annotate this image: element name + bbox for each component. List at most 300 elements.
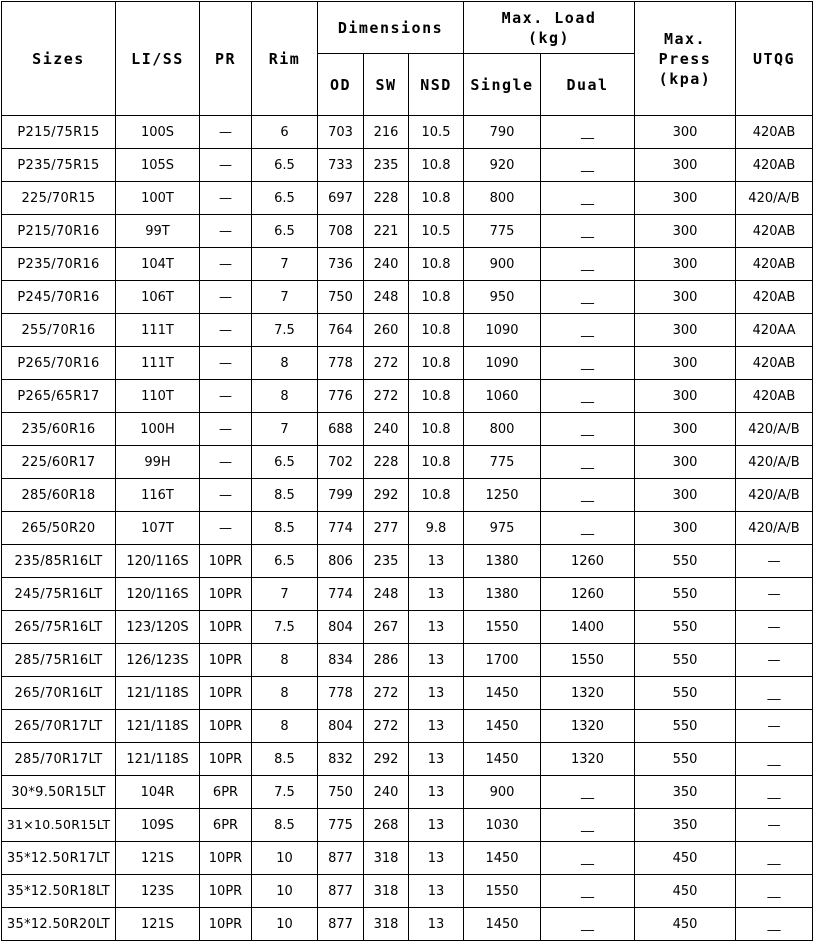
- cell-size: 30*9.50R15LT: [2, 776, 116, 809]
- cell-rim: 8.5: [252, 479, 318, 512]
- cell-press: 550: [635, 545, 736, 578]
- cell-size: 235/85R16LT: [2, 545, 116, 578]
- cell-dual: __: [541, 314, 635, 347]
- cell-od: 733: [318, 149, 364, 182]
- table-row: [2, 446, 813, 479]
- table-row: [2, 908, 813, 941]
- dimensions-header: Dimensions: [318, 2, 464, 54]
- cell-li: 100T: [116, 182, 200, 215]
- cell-li: 99T: [116, 215, 200, 248]
- cell-pr: —: [200, 116, 252, 149]
- cell-press: 300: [635, 347, 736, 380]
- cell-press: 300: [635, 380, 736, 413]
- cell-size: P245/70R16: [2, 281, 116, 314]
- cell-utqg: 420/A/B: [736, 446, 813, 479]
- cell-press: 550: [635, 644, 736, 677]
- cell-nsd: 13: [409, 875, 464, 908]
- cell-sw: 318: [364, 908, 409, 941]
- cell-utqg: 420/A/B: [736, 413, 813, 446]
- li-ss-header: LI/SS: [116, 2, 200, 116]
- cell-utqg: __: [736, 875, 813, 908]
- cell-dual: __: [541, 446, 635, 479]
- table-row: [2, 677, 813, 710]
- table-row: [2, 644, 813, 677]
- cell-li: 110T: [116, 380, 200, 413]
- cell-sw: 228: [364, 182, 409, 215]
- table-row: [2, 578, 813, 611]
- cell-od: 877: [318, 908, 364, 941]
- nsd-header: NSD: [409, 54, 464, 116]
- cell-od: 877: [318, 875, 364, 908]
- cell-press: 300: [635, 248, 736, 281]
- cell-sw: 292: [364, 743, 409, 776]
- cell-pr: 10PR: [200, 875, 252, 908]
- cell-sw: 235: [364, 545, 409, 578]
- cell-dual: __: [541, 116, 635, 149]
- cell-utqg: 420AB: [736, 116, 813, 149]
- cell-nsd: 10.5: [409, 116, 464, 149]
- cell-utqg: 420/A/B: [736, 182, 813, 215]
- cell-li: 123S: [116, 875, 200, 908]
- cell-utqg: 420AB: [736, 347, 813, 380]
- cell-li: 111T: [116, 314, 200, 347]
- cell-dual: 1550: [541, 644, 635, 677]
- cell-od: 750: [318, 281, 364, 314]
- cell-dual: 1400: [541, 611, 635, 644]
- cell-li: 120/116S: [116, 545, 200, 578]
- cell-utqg: 420AB: [736, 215, 813, 248]
- cell-single: 920: [464, 149, 541, 182]
- cell-press: 300: [635, 116, 736, 149]
- cell-li: 100S: [116, 116, 200, 149]
- cell-press: 450: [635, 875, 736, 908]
- dual-header: Dual: [541, 54, 635, 116]
- table-row: [2, 314, 813, 347]
- table-row: [2, 116, 813, 149]
- cell-pr: —: [200, 248, 252, 281]
- cell-li: 116T: [116, 479, 200, 512]
- cell-size: P235/70R16: [2, 248, 116, 281]
- cell-pr: —: [200, 182, 252, 215]
- cell-dual: 1260: [541, 545, 635, 578]
- cell-size: 285/75R16LT: [2, 644, 116, 677]
- single-header: Single: [464, 54, 541, 116]
- cell-utqg: 420AB: [736, 281, 813, 314]
- cell-nsd: 10.8: [409, 446, 464, 479]
- cell-single: 790: [464, 116, 541, 149]
- cell-single: 775: [464, 215, 541, 248]
- cell-dual: __: [541, 281, 635, 314]
- cell-od: 702: [318, 446, 364, 479]
- cell-pr: 6PR: [200, 776, 252, 809]
- cell-utqg: 420AB: [736, 149, 813, 182]
- cell-nsd: 13: [409, 545, 464, 578]
- cell-pr: 6PR: [200, 809, 252, 842]
- cell-utqg: 420/A/B: [736, 512, 813, 545]
- cell-size: 285/70R17LT: [2, 743, 116, 776]
- sizes-header: Sizes: [2, 2, 116, 116]
- cell-size: P265/65R17: [2, 380, 116, 413]
- cell-dual: __: [541, 248, 635, 281]
- cell-sw: 240: [364, 248, 409, 281]
- cell-single: 1380: [464, 578, 541, 611]
- cell-utqg: 420/A/B: [736, 479, 813, 512]
- cell-dual: __: [541, 875, 635, 908]
- cell-od: 806: [318, 545, 364, 578]
- cell-dual: 1320: [541, 710, 635, 743]
- tire-spec-table: [1, 1, 813, 941]
- cell-nsd: 13: [409, 842, 464, 875]
- cell-size: 31×10.50R15LT: [2, 809, 116, 842]
- cell-utqg: —: [736, 545, 813, 578]
- cell-size: 225/70R15: [2, 182, 116, 215]
- cell-pr: 10PR: [200, 743, 252, 776]
- cell-single: 1450: [464, 908, 541, 941]
- cell-rim: 8: [252, 380, 318, 413]
- cell-dual: __: [541, 842, 635, 875]
- cell-rim: 6: [252, 116, 318, 149]
- table-row: [2, 248, 813, 281]
- cell-nsd: 10.8: [409, 347, 464, 380]
- cell-rim: 8.5: [252, 809, 318, 842]
- cell-nsd: 10.8: [409, 281, 464, 314]
- cell-od: 799: [318, 479, 364, 512]
- cell-pr: —: [200, 479, 252, 512]
- cell-utqg: __: [736, 776, 813, 809]
- cell-pr: —: [200, 149, 252, 182]
- cell-rim: 6.5: [252, 149, 318, 182]
- cell-size: P215/75R15: [2, 116, 116, 149]
- table-row: [2, 842, 813, 875]
- cell-nsd: 10.8: [409, 149, 464, 182]
- cell-dual: __: [541, 413, 635, 446]
- cell-rim: 6.5: [252, 215, 318, 248]
- cell-li: 121/118S: [116, 743, 200, 776]
- cell-pr: —: [200, 380, 252, 413]
- cell-pr: —: [200, 347, 252, 380]
- table-row: [2, 347, 813, 380]
- cell-nsd: 9.8: [409, 512, 464, 545]
- cell-rim: 10: [252, 842, 318, 875]
- cell-utqg: —: [736, 611, 813, 644]
- cell-nsd: 10.8: [409, 248, 464, 281]
- table-row: [2, 479, 813, 512]
- cell-li: 107T: [116, 512, 200, 545]
- cell-sw: 248: [364, 578, 409, 611]
- cell-od: 834: [318, 644, 364, 677]
- cell-sw: 235: [364, 149, 409, 182]
- cell-od: 778: [318, 677, 364, 710]
- cell-li: 121/118S: [116, 677, 200, 710]
- table-row: [2, 149, 813, 182]
- cell-size: 225/60R17: [2, 446, 116, 479]
- cell-sw: 272: [364, 677, 409, 710]
- cell-size: P265/70R16: [2, 347, 116, 380]
- cell-dual: 1320: [541, 677, 635, 710]
- cell-od: 832: [318, 743, 364, 776]
- cell-pr: —: [200, 413, 252, 446]
- cell-sw: 272: [364, 710, 409, 743]
- cell-pr: —: [200, 281, 252, 314]
- cell-sw: 216: [364, 116, 409, 149]
- cell-pr: —: [200, 314, 252, 347]
- cell-press: 550: [635, 710, 736, 743]
- cell-dual: __: [541, 512, 635, 545]
- cell-utqg: —: [736, 644, 813, 677]
- cell-li: 111T: [116, 347, 200, 380]
- cell-press: 300: [635, 314, 736, 347]
- cell-press: 550: [635, 578, 736, 611]
- cell-rim: 7: [252, 413, 318, 446]
- cell-nsd: 13: [409, 677, 464, 710]
- cell-utqg: —: [736, 809, 813, 842]
- cell-single: 1450: [464, 677, 541, 710]
- max-load-header: Max. Load (kg): [464, 2, 635, 54]
- cell-nsd: 13: [409, 578, 464, 611]
- rim-header: Rim: [252, 2, 318, 116]
- cell-utqg: __: [736, 677, 813, 710]
- table-row: [2, 743, 813, 776]
- cell-press: 550: [635, 743, 736, 776]
- cell-rim: 8: [252, 677, 318, 710]
- cell-size: 265/75R16LT: [2, 611, 116, 644]
- cell-nsd: 10.5: [409, 215, 464, 248]
- cell-od: 697: [318, 182, 364, 215]
- cell-nsd: 10.8: [409, 479, 464, 512]
- cell-utqg: __: [736, 908, 813, 941]
- table-row: [2, 710, 813, 743]
- cell-single: 1380: [464, 545, 541, 578]
- cell-dual: __: [541, 908, 635, 941]
- cell-li: 99H: [116, 446, 200, 479]
- cell-rim: 7: [252, 578, 318, 611]
- cell-single: 1550: [464, 611, 541, 644]
- cell-od: 775: [318, 809, 364, 842]
- od-header: OD: [318, 54, 364, 116]
- cell-dual: __: [541, 809, 635, 842]
- header-row-1: [2, 2, 813, 54]
- cell-utqg: —: [736, 578, 813, 611]
- cell-od: 804: [318, 710, 364, 743]
- cell-press: 300: [635, 182, 736, 215]
- cell-single: 1450: [464, 842, 541, 875]
- cell-dual: 1260: [541, 578, 635, 611]
- cell-od: 708: [318, 215, 364, 248]
- cell-sw: 272: [364, 347, 409, 380]
- cell-li: 109S: [116, 809, 200, 842]
- cell-od: 776: [318, 380, 364, 413]
- table-row: [2, 380, 813, 413]
- cell-utqg: 420AA: [736, 314, 813, 347]
- cell-size: 245/75R16LT: [2, 578, 116, 611]
- cell-od: 736: [318, 248, 364, 281]
- cell-single: 800: [464, 182, 541, 215]
- cell-single: 1090: [464, 347, 541, 380]
- cell-od: 804: [318, 611, 364, 644]
- cell-single: 975: [464, 512, 541, 545]
- cell-single: 1450: [464, 743, 541, 776]
- cell-size: 235/60R16: [2, 413, 116, 446]
- cell-pr: 10PR: [200, 677, 252, 710]
- cell-nsd: 13: [409, 908, 464, 941]
- cell-rim: 6.5: [252, 545, 318, 578]
- cell-li: 105S: [116, 149, 200, 182]
- pr-header: PR: [200, 2, 252, 116]
- cell-sw: 240: [364, 776, 409, 809]
- cell-rim: 7.5: [252, 776, 318, 809]
- cell-pr: 10PR: [200, 545, 252, 578]
- cell-single: 1060: [464, 380, 541, 413]
- cell-rim: 10: [252, 875, 318, 908]
- table-row: [2, 809, 813, 842]
- table-row: [2, 776, 813, 809]
- cell-single: 1250: [464, 479, 541, 512]
- max-press-header: Max. Press (kpa): [635, 2, 736, 116]
- utqg-header: UTQG: [736, 2, 813, 116]
- cell-press: 300: [635, 281, 736, 314]
- cell-pr: 10PR: [200, 908, 252, 941]
- cell-sw: 277: [364, 512, 409, 545]
- cell-sw: 248: [364, 281, 409, 314]
- cell-size: 35*12.50R18LT: [2, 875, 116, 908]
- cell-nsd: 10.8: [409, 413, 464, 446]
- cell-pr: 10PR: [200, 710, 252, 743]
- cell-od: 703: [318, 116, 364, 149]
- cell-pr: 10PR: [200, 842, 252, 875]
- cell-size: P215/70R16: [2, 215, 116, 248]
- cell-utqg: 420AB: [736, 380, 813, 413]
- cell-rim: 8: [252, 347, 318, 380]
- cell-rim: 7: [252, 248, 318, 281]
- cell-nsd: 13: [409, 776, 464, 809]
- cell-rim: 6.5: [252, 446, 318, 479]
- cell-rim: 8.5: [252, 743, 318, 776]
- cell-pr: 10PR: [200, 644, 252, 677]
- cell-press: 300: [635, 479, 736, 512]
- cell-size: 265/70R16LT: [2, 677, 116, 710]
- cell-sw: 272: [364, 380, 409, 413]
- cell-press: 300: [635, 446, 736, 479]
- cell-press: 300: [635, 215, 736, 248]
- cell-pr: —: [200, 215, 252, 248]
- cell-sw: 268: [364, 809, 409, 842]
- cell-dual: __: [541, 215, 635, 248]
- table-row: [2, 611, 813, 644]
- cell-press: 450: [635, 908, 736, 941]
- cell-li: 104T: [116, 248, 200, 281]
- cell-sw: 221: [364, 215, 409, 248]
- cell-li: 100H: [116, 413, 200, 446]
- cell-od: 764: [318, 314, 364, 347]
- cell-li: 121/118S: [116, 710, 200, 743]
- cell-press: 350: [635, 809, 736, 842]
- table-row: [2, 182, 813, 215]
- table-row: [2, 875, 813, 908]
- cell-od: 778: [318, 347, 364, 380]
- cell-single: 775: [464, 446, 541, 479]
- cell-od: 688: [318, 413, 364, 446]
- cell-nsd: 10.8: [409, 380, 464, 413]
- cell-li: 106T: [116, 281, 200, 314]
- cell-od: 774: [318, 512, 364, 545]
- cell-rim: 7.5: [252, 314, 318, 347]
- cell-size: 265/70R17LT: [2, 710, 116, 743]
- cell-utqg: —: [736, 710, 813, 743]
- cell-press: 350: [635, 776, 736, 809]
- table-row: [2, 545, 813, 578]
- cell-od: 877: [318, 842, 364, 875]
- cell-single: 1090: [464, 314, 541, 347]
- cell-li: 126/123S: [116, 644, 200, 677]
- cell-rim: 6.5: [252, 182, 318, 215]
- cell-pr: 10PR: [200, 611, 252, 644]
- cell-single: 900: [464, 248, 541, 281]
- cell-nsd: 10.8: [409, 314, 464, 347]
- cell-dual: __: [541, 776, 635, 809]
- cell-dual: __: [541, 380, 635, 413]
- cell-li: 104R: [116, 776, 200, 809]
- cell-dual: 1320: [541, 743, 635, 776]
- cell-sw: 267: [364, 611, 409, 644]
- cell-size: 255/70R16: [2, 314, 116, 347]
- cell-single: 950: [464, 281, 541, 314]
- cell-nsd: 13: [409, 809, 464, 842]
- cell-dual: __: [541, 149, 635, 182]
- cell-single: 1030: [464, 809, 541, 842]
- cell-nsd: 13: [409, 644, 464, 677]
- sw-header: SW: [364, 54, 409, 116]
- cell-press: 550: [635, 677, 736, 710]
- cell-od: 774: [318, 578, 364, 611]
- cell-single: 800: [464, 413, 541, 446]
- cell-press: 300: [635, 149, 736, 182]
- cell-nsd: 13: [409, 710, 464, 743]
- cell-rim: 7.5: [252, 611, 318, 644]
- cell-rim: 7: [252, 281, 318, 314]
- cell-press: 550: [635, 611, 736, 644]
- cell-sw: 292: [364, 479, 409, 512]
- cell-sw: 286: [364, 644, 409, 677]
- cell-nsd: 13: [409, 611, 464, 644]
- cell-rim: 8: [252, 644, 318, 677]
- cell-rim: 10: [252, 908, 318, 941]
- cell-sw: 318: [364, 842, 409, 875]
- cell-press: 300: [635, 512, 736, 545]
- table-row: [2, 281, 813, 314]
- cell-sw: 318: [364, 875, 409, 908]
- table-row: [2, 215, 813, 248]
- table-body: [2, 116, 813, 941]
- cell-dual: __: [541, 479, 635, 512]
- cell-size: 35*12.50R17LT: [2, 842, 116, 875]
- cell-li: 123/120S: [116, 611, 200, 644]
- cell-size: 265/50R20: [2, 512, 116, 545]
- cell-single: 1550: [464, 875, 541, 908]
- cell-li: 120/116S: [116, 578, 200, 611]
- cell-single: 900: [464, 776, 541, 809]
- cell-pr: —: [200, 512, 252, 545]
- cell-sw: 240: [364, 413, 409, 446]
- cell-size: P235/75R15: [2, 149, 116, 182]
- table-row: [2, 413, 813, 446]
- cell-single: 1450: [464, 710, 541, 743]
- cell-size: 35*12.50R20LT: [2, 908, 116, 941]
- cell-dual: __: [541, 347, 635, 380]
- cell-li: 121S: [116, 842, 200, 875]
- cell-size: 285/60R18: [2, 479, 116, 512]
- cell-nsd: 10.8: [409, 182, 464, 215]
- cell-sw: 228: [364, 446, 409, 479]
